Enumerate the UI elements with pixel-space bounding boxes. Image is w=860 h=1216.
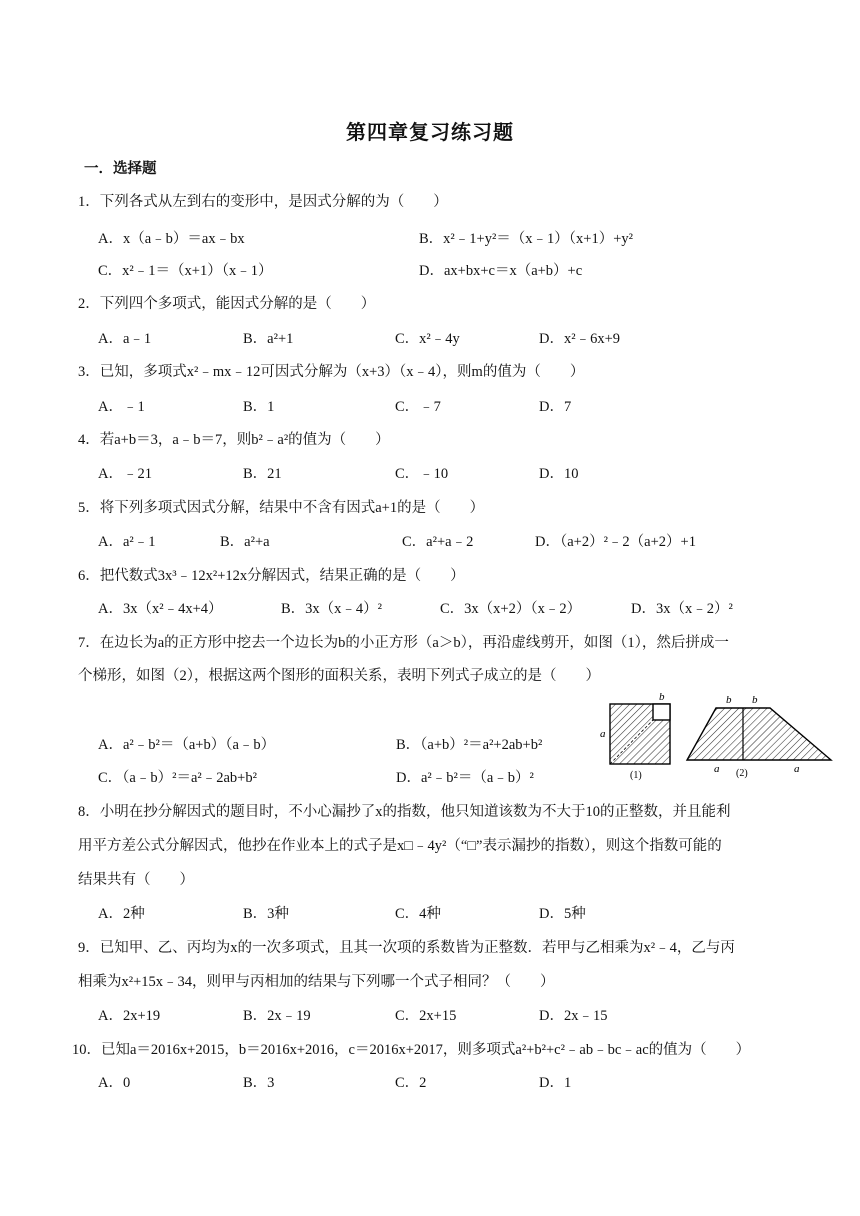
figure-2-label-b-left: b <box>726 694 732 706</box>
question-7-stem-line-2: 个梯形，如图（2），根据这两个图形的面积关系，表明下列式子成立的是（ ） <box>78 668 600 684</box>
question-5-option-d: D．（a+2）²﹣2（a+2）+1 <box>535 534 696 550</box>
question-4-option-a: A．﹣21 <box>98 466 152 482</box>
figure-2-label-b-right: b <box>752 694 758 706</box>
question-5-option-b: B．a²+a <box>220 534 270 550</box>
question-1-option-b: B．x²﹣1+y²＝（x﹣1）（x+1）+y² <box>419 231 633 247</box>
figure-1-label-b: b <box>659 691 665 703</box>
question-5-option-a: A．a²﹣1 <box>98 534 156 550</box>
question-2-stem: 2．下列四个多项式，能因式分解的是（ ） <box>78 296 376 312</box>
question-10-stem: 10．已知a＝2016x+2015，b＝2016x+2016，c＝2016x+2017，则多项式a²+b²+c²﹣ab﹣bc﹣ac的值为（ ） <box>72 1042 751 1058</box>
question-5-stem: 5．将下列多项式因式分解，结果中不含有因式a+1的是（ ） <box>78 500 485 516</box>
question-9-option-d: D．2x﹣15 <box>539 1008 608 1024</box>
question-2-option-d: D．x²﹣6x+9 <box>539 331 620 347</box>
question-7-option-a: A．a²﹣b²＝（a+b）（a﹣b） <box>98 737 276 753</box>
question-2-option-a: A．a﹣1 <box>98 331 152 347</box>
page-title: 第四章复习练习题 <box>346 122 514 144</box>
question-7-figure <box>596 688 846 784</box>
question-1-option-a: A．x（a﹣b）＝ax﹣bx <box>98 231 245 247</box>
figure-1-label-a: a <box>600 728 606 740</box>
question-10-option-a: A．0 <box>98 1075 131 1091</box>
section-heading: 一．选择题 <box>84 161 157 177</box>
question-6-stem: 6．把代数式3x³﹣12x²+12x分解因式，结果正确的是（ ） <box>78 568 465 584</box>
question-3-option-c: C．﹣7 <box>395 399 441 415</box>
figure-2-caption: (2) <box>736 768 748 779</box>
question-8-stem-line-2: 用平方差公式分解因式，他抄在作业本上的式子是x□﹣4y²（“□”表示漏抄的指数），则这个指数可能的 <box>78 838 722 854</box>
question-4-stem: 4．若a+b＝3，a﹣b＝7，则b²﹣a²的值为（ ） <box>78 432 390 448</box>
figure-1-square <box>610 704 670 764</box>
question-4-option-c: C．﹣10 <box>395 466 449 482</box>
question-7-stem-line-1: 7．在边长为a的正方形中挖去一个边长为b的小正方形（a＞b），再沿虚线剪开，如图（1），然后拼成一 <box>78 635 729 651</box>
question-6-option-c: C．3x（x+2）（x﹣2） <box>440 601 582 617</box>
question-4-option-b: B．21 <box>243 466 282 482</box>
figure-2-label-a-left: a <box>714 763 720 775</box>
question-8-option-b: B．3种 <box>243 906 289 922</box>
figure-2-label-a-right: a <box>794 763 800 775</box>
question-6-option-a: A．3x（x²﹣4x+4） <box>98 601 223 617</box>
question-9-option-c: C．2x+15 <box>395 1008 457 1024</box>
question-4-option-d: D．10 <box>539 466 579 482</box>
question-3-stem: 3．已知，多项式x²﹣mx﹣12可因式分解为（x+3）（x﹣4），则m的值为（ ） <box>78 364 585 380</box>
question-7-option-b: B．（a+b）²＝a²+2ab+b² <box>396 737 543 753</box>
question-7-option-d: D．a²﹣b²＝（a﹣b）² <box>396 770 534 786</box>
question-8-option-d: D．5种 <box>539 906 586 922</box>
question-1-option-d: D．ax+bx+c＝x（a+b）+c <box>419 263 583 279</box>
question-8-stem-line-1: 8．小明在抄分解因式的题目时，不小心漏抄了x的指数，他只知道该数为不大于10的正整数，并且能利 <box>78 804 731 820</box>
question-8-stem-line-3: 结果共有（ ） <box>78 872 194 888</box>
question-3-option-a: A．﹣1 <box>98 399 145 415</box>
question-10-option-d: D．1 <box>539 1075 572 1091</box>
question-3-option-b: B．1 <box>243 399 275 415</box>
question-9-option-b: B．2x﹣19 <box>243 1008 311 1024</box>
question-8-option-a: A．2种 <box>98 906 145 922</box>
question-9-stem-line-1: 9．已知甲、乙、丙均为x的一次多项式，且其一次项的系数皆为正整数．若甲与乙相乘为x²﹣4，乙与丙 <box>78 940 735 956</box>
question-9-stem-line-2: 相乘为x²+15x﹣34，则甲与丙相加的结果与下列哪一个式子相同？（ ） <box>78 974 555 990</box>
question-2-option-c: C．x²﹣4y <box>395 331 460 347</box>
question-2-option-b: B．a²+1 <box>243 331 294 347</box>
question-10-option-c: C．2 <box>395 1075 427 1091</box>
figure-1-caption: (1) <box>630 770 642 781</box>
question-6-option-d: D．3x（x﹣2）² <box>631 601 733 617</box>
figure-2-trapezoid <box>687 708 831 760</box>
question-6-option-b: B．3x（x﹣4）² <box>281 601 383 617</box>
question-9-option-a: A．2x+19 <box>98 1008 161 1024</box>
question-1-stem: 1．下列各式从左到右的变形中，是因式分解的为（ ） <box>78 194 448 210</box>
question-1-option-c: C．x²﹣1＝（x+1）（x﹣1） <box>98 263 273 279</box>
question-5-option-c: C．a²+a﹣2 <box>402 534 474 550</box>
question-3-option-d: D．7 <box>539 399 572 415</box>
question-8-option-c: C．4种 <box>395 906 441 922</box>
question-10-option-b: B．3 <box>243 1075 275 1091</box>
question-7-option-c: C．（a﹣b）²＝a²﹣2ab+b² <box>98 770 257 786</box>
